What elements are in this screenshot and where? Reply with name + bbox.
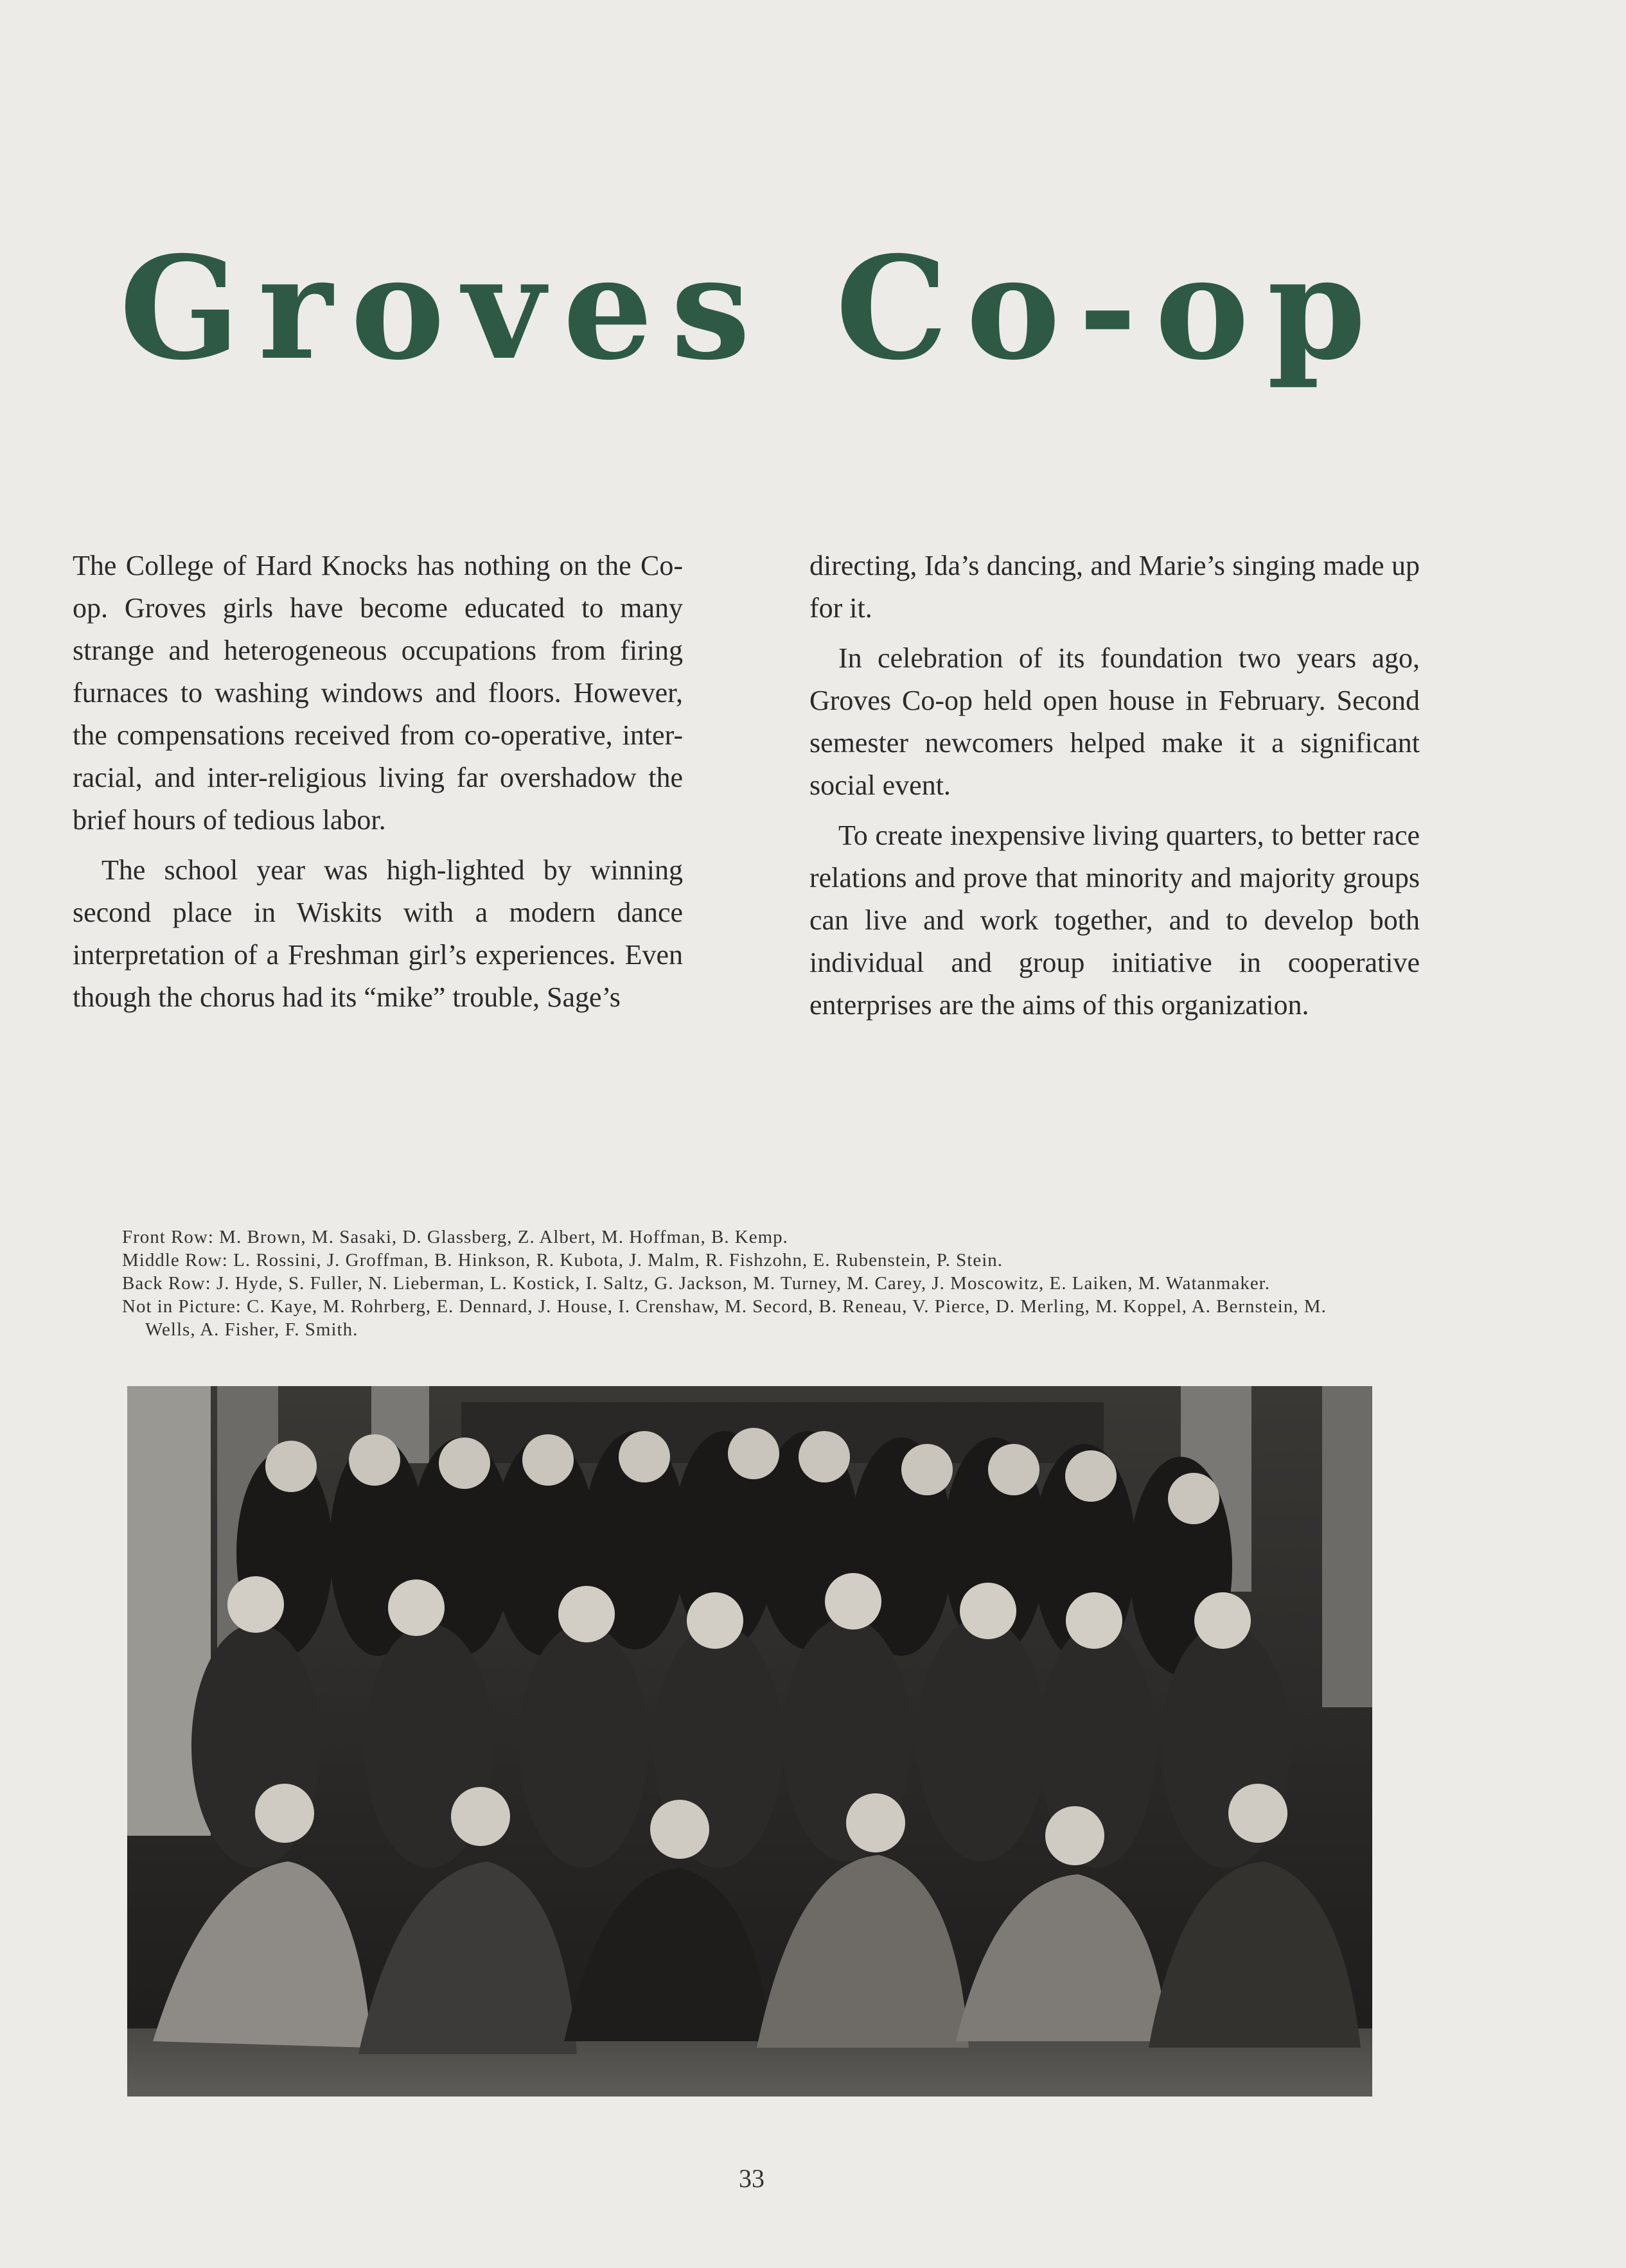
article-paragraph: To create inexpensive living quarters, to better race relations and prove that minority and majority groups can live and work together, and to develop both individual and group initiative in cooperative enterprises are the aims of this organization. <box>809 820 1420 1021</box>
group-photo-illustration <box>127 1386 1372 2097</box>
article-paragraph: In celebration of its foundation two years ago, Groves Co-op held open house in February. Second semester newcomers helped make it a significant social event. <box>809 642 1420 801</box>
article-paragraph: The College of Hard Knocks has nothing on the Co-op. Groves girls have become educated to many strange and heterogeneous occupations from firing furnaces to washing windows and floors. However, the compensations received from co-operative, inter-racial, and inter-religious living far overshadow the brief hours of tedious labor. <box>73 550 683 836</box>
article-paragraph: The school year was high-lighted by winning second place in Wiskits with a modern dance interpretation of a Freshman girl’s experiences. Even though the chorus had its “mike” trouble, Sage’s <box>73 854 683 1013</box>
caption-back-row: Back Row: J. Hyde, S. Fuller, N. Lieberman, L. Kostick, I. Saltz, G. Jackson, M. Turney, M. Carey, J. Moscowitz, E. Laiken, M. Watanmaker. <box>122 1273 1270 1294</box>
group-photo <box>127 1386 1372 2097</box>
article-right-column <box>809 545 1420 1034</box>
article-paragraph: directing, Ida’s dancing, and Marie’s singing made up for it. <box>809 550 1420 624</box>
page-title: Groves Co-op <box>119 225 1384 391</box>
article-left-column <box>73 545 683 1026</box>
caption-front-row: Front Row: M. Brown, M. Sasaki, D. Glassberg, Z. Albert, M. Hoffman, B. Kemp. <box>122 1227 788 1247</box>
photo-caption <box>122 1226 1375 1341</box>
caption-not-in-picture: Not in Picture: C. Kaye, M. Rohrberg, E. Dennard, J. House, I. Crenshaw, M. Secord, B. Reneau, V. Pierce, D. Merling, M. Koppel, A. Bernstein, M. Wells, A. Fisher, F. Smith. <box>122 1296 1327 1340</box>
page-number: 33 <box>739 2164 764 2193</box>
caption-middle-row: Middle Row: L. Rossini, J. Groffman, B. Hinkson, R. Kubota, J. Malm, R. Fishzohn, E. Rubenstein, P. Stein. <box>122 1250 1003 1270</box>
